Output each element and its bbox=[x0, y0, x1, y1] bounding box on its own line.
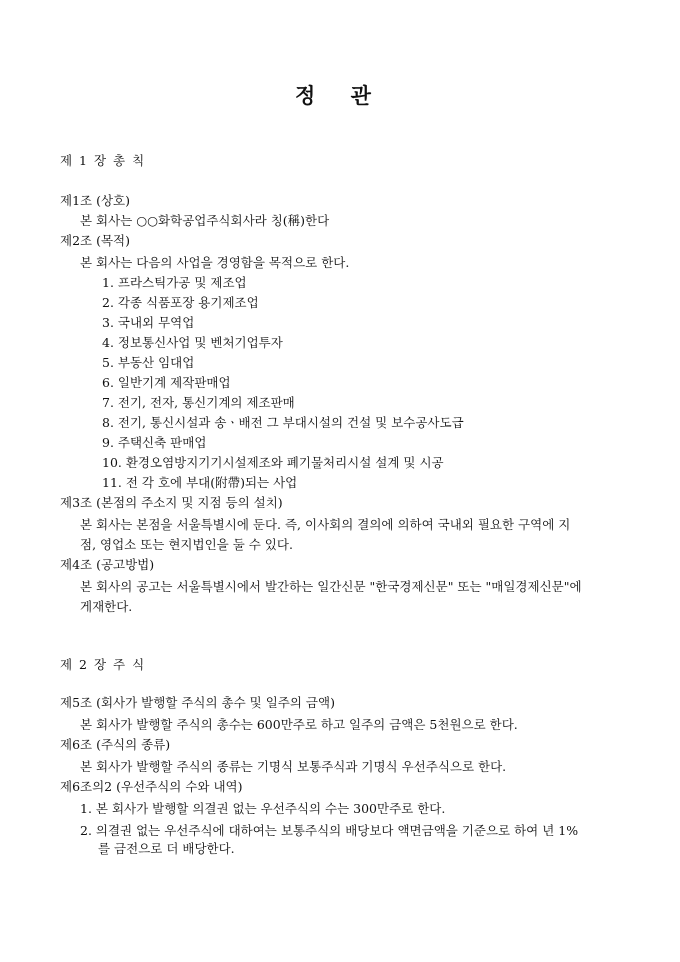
article-1-heading: 제1조 (상호) bbox=[60, 193, 130, 208]
article-6-2-heading: 제6조의2 (우선주식의 수와 내역) bbox=[60, 779, 243, 794]
article-2-item: 1. 프라스틱가공 및 제조업 bbox=[102, 275, 247, 290]
article-2-heading: 제2조 (목적) bbox=[60, 233, 130, 248]
article-2-item: 2. 각종 식품포장 용기제조업 bbox=[102, 295, 259, 310]
article-2-item: 8. 전기, 통신시설과 송ㆍ배전 그 부대시설의 건설 및 보수공사도급 bbox=[102, 415, 464, 430]
article-3-body: 본 회사는 본점을 서울특별시에 둔다. 즉, 이사회의 결의에 의하여 국내외 필요한 구역에 지 bbox=[80, 517, 571, 532]
article-2-intro: 본 회사는 다음의 사업을 경영함을 목적으로 한다. bbox=[80, 255, 350, 270]
document-title: 정 관 bbox=[295, 83, 385, 108]
article-2-item: 7. 전기, 전자, 통신기계의 제조판매 bbox=[102, 395, 295, 410]
article-4-heading: 제4조 (공고방법) bbox=[60, 557, 155, 572]
article-3-heading: 제3조 (본점의 주소지 및 지점 등의 설치) bbox=[60, 495, 283, 510]
article-3-body: 점, 영업소 또는 현지법인을 둘 수 있다. bbox=[80, 537, 293, 552]
article-2-item: 6. 일반기계 제작판매업 bbox=[102, 375, 231, 390]
article-2-item: 5. 부동산 임대업 bbox=[102, 355, 195, 370]
chapter-2-heading: 제 2 장 주 식 bbox=[60, 657, 145, 672]
article-6-2-item: 2. 의결권 없는 우선주식에 대하여는 보통주식의 배당보다 액면금액을 기준으로 하여 년 1% bbox=[80, 823, 579, 838]
article-6-heading: 제6조 (주식의 종류) bbox=[60, 737, 171, 752]
article-4-body: 본 회사의 공고는 서울특별시에서 발간하는 일간신문 "한국경제신문" 또는 "매일경제신문"에 bbox=[80, 579, 582, 594]
article-6-body: 본 회사가 발행할 주식의 종류는 기명식 보통주식과 기명식 우선주식으로 한다. bbox=[80, 759, 507, 774]
chapter-1-heading: 제 1 장 총 칙 bbox=[60, 153, 145, 168]
article-6-2-item-continued: 를 금전으로 더 배당한다. bbox=[98, 841, 235, 856]
article-2-item: 3. 국내외 무역업 bbox=[102, 315, 195, 330]
article-2-item: 4. 정보통신사업 및 벤처기업투자 bbox=[102, 335, 283, 350]
article-2-item: 11. 전 각 호에 부대(附帶)되는 사업 bbox=[102, 475, 298, 490]
article-2-item: 9. 주택신축 판매업 bbox=[102, 435, 207, 450]
article-5-body: 본 회사가 발행할 주식의 총수는 600만주로 하고 일주의 금액은 5천원으로 한다. bbox=[80, 717, 518, 732]
article-6-2-item: 1. 본 회사가 발행할 의결권 없는 우선주식의 수는 300만주로 한다. bbox=[80, 801, 446, 816]
article-4-body: 게재한다. bbox=[80, 599, 133, 614]
article-2-item: 10. 환경오염방지기기시설제조와 폐기물처리시설 설계 및 시공 bbox=[102, 455, 444, 470]
article-1-body: 본 회사는 ○○화학공업주식회사라 칭(稱)한다 bbox=[80, 213, 330, 228]
article-5-heading: 제5조 (회사가 발행할 주식의 총수 및 일주의 금액) bbox=[60, 695, 335, 710]
